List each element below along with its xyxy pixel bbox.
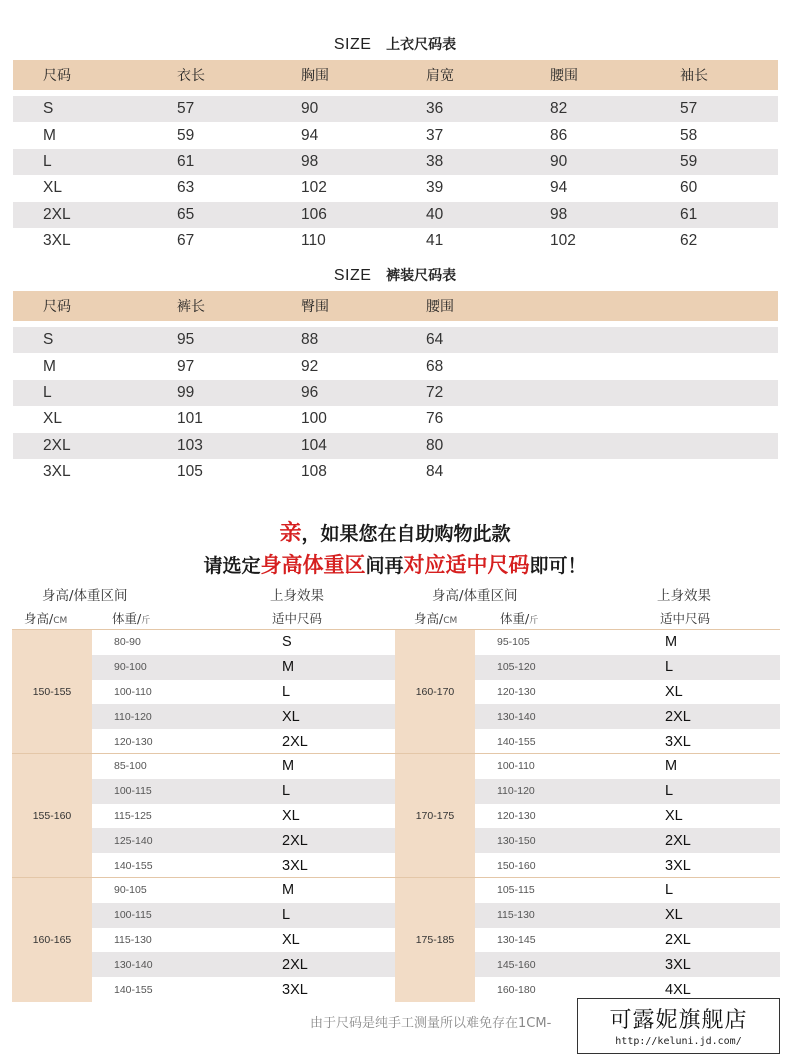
top-table-cell: XL	[43, 179, 62, 197]
brand-name: 可露妮旗舰店	[609, 1008, 748, 1033]
top-table-cell: M	[43, 126, 56, 144]
pants-table-cell: 101	[177, 410, 203, 428]
fit-right-weight-row	[475, 828, 780, 853]
fit-left-weight-range: 120-130	[114, 735, 153, 748]
fit-left-fit-size: L	[282, 783, 291, 800]
top-table-cell: 86	[550, 126, 568, 144]
top-table-header-cell: 袖长	[680, 68, 708, 84]
fit-left-weight-range: 130-140	[114, 958, 153, 971]
fit-right-weight-range: 95-105	[497, 636, 530, 649]
top-table-cell: 2XL	[43, 205, 71, 223]
top-table-cell: 63	[177, 179, 195, 197]
top-table-cell: 90	[301, 100, 319, 118]
fit-right-fit-size: 3XL	[665, 857, 691, 874]
fit-right-weight-range: 130-150	[497, 834, 536, 847]
fit-right-weight-row	[475, 928, 780, 953]
fit-left-fit-size: 2XL	[282, 956, 308, 973]
fit-right-weight-row	[475, 779, 780, 804]
fit-left-fit-size: M	[282, 882, 295, 899]
top-table-cell: 59	[680, 152, 698, 170]
top-title-zh: 上衣尺码表	[386, 37, 457, 53]
top-table-cell: 110	[301, 232, 326, 250]
pants-table-cell: 95	[177, 331, 195, 349]
pants-table-row	[13, 327, 778, 353]
pants-table-cell: 92	[301, 357, 319, 375]
fit-left-weight-range: 125-140	[114, 834, 153, 847]
pants-table-cell: 99	[177, 383, 195, 401]
top-table-title	[0, 34, 790, 54]
fit-left-weight-row	[92, 903, 397, 928]
fit-right-weight-range: 110-120	[497, 785, 535, 798]
fit-right-fit-size: XL	[665, 807, 683, 824]
top-table-row	[13, 175, 778, 201]
top-table-cell: 61	[680, 205, 698, 223]
fit-left-weight-range: 115-130	[114, 933, 152, 946]
fit-right-fit-size: L	[665, 783, 674, 800]
fit-right-weight-row	[475, 853, 780, 878]
fit-left-weight-row	[92, 853, 397, 878]
top-table-header-row	[13, 60, 778, 90]
pants-table-cell: 88	[301, 331, 319, 349]
fit-right-fit-size: XL	[665, 907, 683, 924]
fit-left-fit-size: XL	[282, 807, 300, 824]
fit-left-weight-row	[92, 928, 397, 953]
top-table-cell: 60	[680, 179, 698, 197]
pants-table-cell: 96	[301, 383, 319, 401]
fit-right-weight-row	[475, 729, 780, 754]
pants-table-header-cell: 臀围	[301, 299, 329, 315]
pants-size-table	[13, 291, 778, 485]
fit-left-height-group	[12, 877, 397, 1001]
top-table-cell: 59	[177, 126, 195, 144]
fit-left-fit-size: XL	[282, 708, 300, 725]
right-weight-sub: 体重/斤	[500, 611, 539, 626]
top-table-cell: 3XL	[43, 232, 71, 250]
top-table-cell: 102	[550, 232, 576, 250]
pants-table-cell: 2XL	[43, 436, 71, 454]
pants-table-cell: 72	[426, 383, 444, 401]
fit-right-fit-size: XL	[665, 683, 683, 700]
top-table-cell: 37	[426, 126, 444, 144]
pants-table-cell: 108	[301, 463, 327, 481]
pants-table-header-cell: 腰围	[426, 299, 454, 315]
fit-left-height-range: 160-165	[12, 878, 92, 1002]
right-height-sub: 身高/CM	[414, 611, 458, 626]
right-fit-sub: 适中尺码	[660, 611, 711, 626]
fit-left-fit-size: 3XL	[282, 981, 308, 998]
fit-left-fit-size: M	[282, 758, 295, 775]
fit-right-weight-range: 145-160	[497, 958, 536, 971]
left-height-sub: 身高/CM	[24, 611, 68, 626]
pants-title-en: SIZE	[333, 267, 372, 284]
fit-left-weight-range: 100-115	[114, 785, 152, 798]
fit-right-weight-range: 105-115	[497, 884, 535, 897]
top-table-cell: 58	[680, 126, 698, 144]
fit-left-fit-size: L	[282, 907, 291, 924]
fit-left-height-group	[12, 753, 397, 877]
fit-left-weight-row	[92, 779, 397, 804]
fit-right-weight-row	[475, 680, 780, 705]
promo-line2-a: 请选定	[203, 555, 261, 577]
pants-table-cell: 105	[177, 463, 203, 481]
fit-left-weight-range: 110-120	[114, 710, 152, 723]
promo-line1-text: ，如果您在自助购物此款	[301, 523, 511, 545]
top-table-header-cell: 尺码	[43, 68, 71, 84]
brand-url: http://keluni.jd.com/	[615, 1036, 742, 1047]
fit-right-height-range: 170-175	[395, 754, 475, 878]
fit-right-height-group	[395, 629, 780, 753]
pants-table-title	[0, 265, 790, 285]
top-table-cell: 36	[426, 100, 444, 118]
pants-table-cell: S	[43, 331, 54, 349]
right-effect-header: 上身效果	[657, 588, 711, 604]
fit-left-weight-row	[92, 754, 397, 779]
promo-line2-b: 身高体重区	[260, 553, 366, 577]
fit-right-weight-range: 105-120	[497, 661, 536, 674]
fit-left-weight-range: 100-115	[114, 909, 152, 922]
pants-table-row	[13, 406, 778, 432]
fit-left-weight-row	[92, 878, 397, 903]
top-table-row	[13, 149, 778, 175]
top-table-cell: 62	[680, 232, 698, 250]
top-table-row	[13, 122, 778, 148]
fit-right-weight-row	[475, 878, 780, 903]
fit-left-weight-range: 90-100	[114, 661, 147, 674]
top-table-cell: 98	[550, 205, 568, 223]
pants-table-cell: 68	[426, 357, 444, 375]
fit-right-fit-size: 2XL	[665, 708, 691, 725]
pants-table-cell: 104	[301, 436, 327, 454]
pants-table-header-cell: 裤长	[177, 299, 205, 315]
top-table-header-cell: 肩宽	[426, 68, 454, 84]
top-table-row	[13, 96, 778, 122]
fit-right-weight-range: 130-145	[497, 933, 536, 946]
top-table-header-cell: 腰围	[550, 68, 578, 84]
fit-left-weight-row	[92, 704, 397, 729]
fit-left-fit-size: S	[282, 634, 292, 651]
promo-line-1	[0, 516, 790, 547]
top-table-cell: 82	[550, 100, 568, 118]
top-table-cell: 61	[177, 152, 195, 170]
pants-table-row	[13, 353, 778, 379]
fit-right-fit-size: 3XL	[665, 956, 691, 973]
pants-table-header-row	[13, 291, 778, 321]
left-effect-header: 上身效果	[270, 588, 324, 604]
fit-right-weight-row	[475, 903, 780, 928]
fit-left-fit-size: M	[282, 659, 295, 676]
top-table-cell: 57	[177, 100, 195, 118]
pants-table-cell: L	[43, 383, 52, 401]
fit-left-height-range: 155-160	[12, 754, 92, 878]
fit-right-fit-size: 4XL	[665, 981, 691, 998]
top-table-cell: 40	[426, 205, 444, 223]
fit-left-fit-size: 2XL	[282, 733, 308, 750]
fit-table-right	[395, 629, 780, 1001]
fit-left-weight-row	[92, 977, 397, 1002]
fit-right-weight-range: 150-160	[497, 859, 536, 872]
fit-right-height-group	[395, 877, 780, 1001]
fit-left-weight-range: 85-100	[114, 760, 147, 773]
top-table-row	[13, 202, 778, 228]
fit-right-fit-size: 3XL	[665, 733, 691, 750]
top-table-cell: L	[43, 152, 52, 170]
fit-left-weight-range: 100-110	[114, 685, 152, 698]
fit-left-weight-range: 90-105	[114, 884, 147, 897]
fit-left-weight-row	[92, 680, 397, 705]
top-table-cell: 41	[426, 232, 444, 250]
fit-right-height-group	[395, 753, 780, 877]
right-range-header: 身高/体重区间	[432, 588, 518, 604]
pants-table-row	[13, 433, 778, 459]
fit-left-weight-range: 140-155	[114, 983, 153, 996]
fit-right-weight-range: 160-180	[497, 983, 536, 996]
pants-table-cell: 76	[426, 410, 444, 428]
fit-right-fit-size: L	[665, 882, 674, 899]
fit-right-fit-size: 2XL	[665, 832, 691, 849]
fit-left-weight-range: 140-155	[114, 859, 153, 872]
fit-right-weight-range: 100-110	[497, 760, 535, 773]
fit-right-weight-row	[475, 952, 780, 977]
pants-table-cell: 103	[177, 436, 203, 454]
fit-right-height-range: 175-185	[395, 878, 475, 1002]
top-table-cell: 65	[177, 205, 195, 223]
pants-table-cell: 84	[426, 463, 444, 481]
pants-table-row	[13, 380, 778, 406]
pants-title-zh: 裤装尺码表	[386, 268, 457, 284]
fit-left-weight-row	[92, 804, 397, 829]
top-table-cell: 98	[301, 152, 319, 170]
fit-right-weight-row	[475, 630, 780, 655]
fit-left-weight-row	[92, 630, 397, 655]
fit-left-weight-range: 80-90	[114, 636, 141, 649]
fit-left-weight-row	[92, 655, 397, 680]
footer-note: 由于尺码是纯手工测量所以难免存在1CM-	[310, 1016, 552, 1031]
pants-table-header-cell: 尺码	[43, 299, 71, 315]
top-table-cell: S	[43, 100, 54, 118]
pants-table-cell: M	[43, 357, 56, 375]
fit-right-fit-size: M	[665, 634, 678, 651]
pants-table-row	[13, 459, 778, 485]
brand-watermark	[577, 998, 780, 1054]
top-table-cell: 57	[680, 100, 698, 118]
left-weight-sub: 体重/斤	[112, 611, 151, 626]
top-table-cell: 38	[426, 152, 444, 170]
promo-line2-d: 对应适中尺码	[403, 553, 530, 577]
top-table-cell: 94	[301, 126, 319, 144]
fit-left-fit-size: L	[282, 683, 291, 700]
top-table-cell: 94	[550, 179, 568, 197]
top-size-table	[13, 60, 778, 254]
fit-right-weight-range: 120-130	[497, 809, 536, 822]
fit-left-height-group	[12, 629, 397, 753]
fit-left-weight-row	[92, 952, 397, 977]
fit-right-weight-range: 130-140	[497, 710, 536, 723]
fit-left-height-range: 150-155	[12, 630, 92, 754]
fit-left-weight-row	[92, 729, 397, 754]
fit-right-fit-size: 2XL	[665, 931, 691, 948]
fit-right-weight-row	[475, 804, 780, 829]
top-title-en: SIZE	[333, 36, 372, 53]
fit-left-weight-range: 115-125	[114, 809, 152, 822]
fit-left-fit-size: 2XL	[282, 832, 308, 849]
promo-red-qin: 亲	[279, 521, 302, 546]
top-table-cell: 39	[426, 179, 444, 197]
pants-table-cell: 97	[177, 357, 195, 375]
fit-right-fit-size: L	[665, 659, 674, 676]
top-table-header-cell: 衣长	[177, 68, 205, 84]
pants-table-cell: 80	[426, 436, 444, 454]
fit-table-left	[12, 629, 397, 1001]
fit-right-weight-range: 120-130	[497, 685, 536, 698]
fit-right-weight-row	[475, 704, 780, 729]
fit-right-weight-range: 140-155	[497, 735, 536, 748]
fit-right-weight-row	[475, 655, 780, 680]
promo-line2-e: 即可！	[529, 555, 587, 577]
fit-left-fit-size: XL	[282, 931, 300, 948]
pants-table-cell: 100	[301, 410, 327, 428]
fit-right-fit-size: M	[665, 758, 678, 775]
fit-left-fit-size: 3XL	[282, 857, 308, 874]
top-table-header-cell: 胸围	[301, 68, 329, 84]
fit-right-weight-range: 115-130	[497, 909, 535, 922]
top-table-cell: 90	[550, 152, 568, 170]
pants-table-cell: XL	[43, 410, 62, 428]
top-table-cell: 106	[301, 205, 327, 223]
left-fit-sub: 适中尺码	[272, 611, 323, 626]
top-table-cell: 67	[177, 232, 195, 250]
fit-right-weight-row	[475, 754, 780, 779]
promo-line2-c: 间再	[365, 555, 404, 577]
pants-table-cell: 3XL	[43, 463, 71, 481]
left-range-header: 身高/体重区间	[42, 588, 128, 604]
fit-right-height-range: 160-170	[395, 630, 475, 754]
top-table-row	[13, 228, 778, 254]
pants-table-cell: 64	[426, 331, 444, 349]
top-table-cell: 102	[301, 179, 327, 197]
promo-line-2	[0, 549, 790, 579]
fit-left-weight-row	[92, 828, 397, 853]
